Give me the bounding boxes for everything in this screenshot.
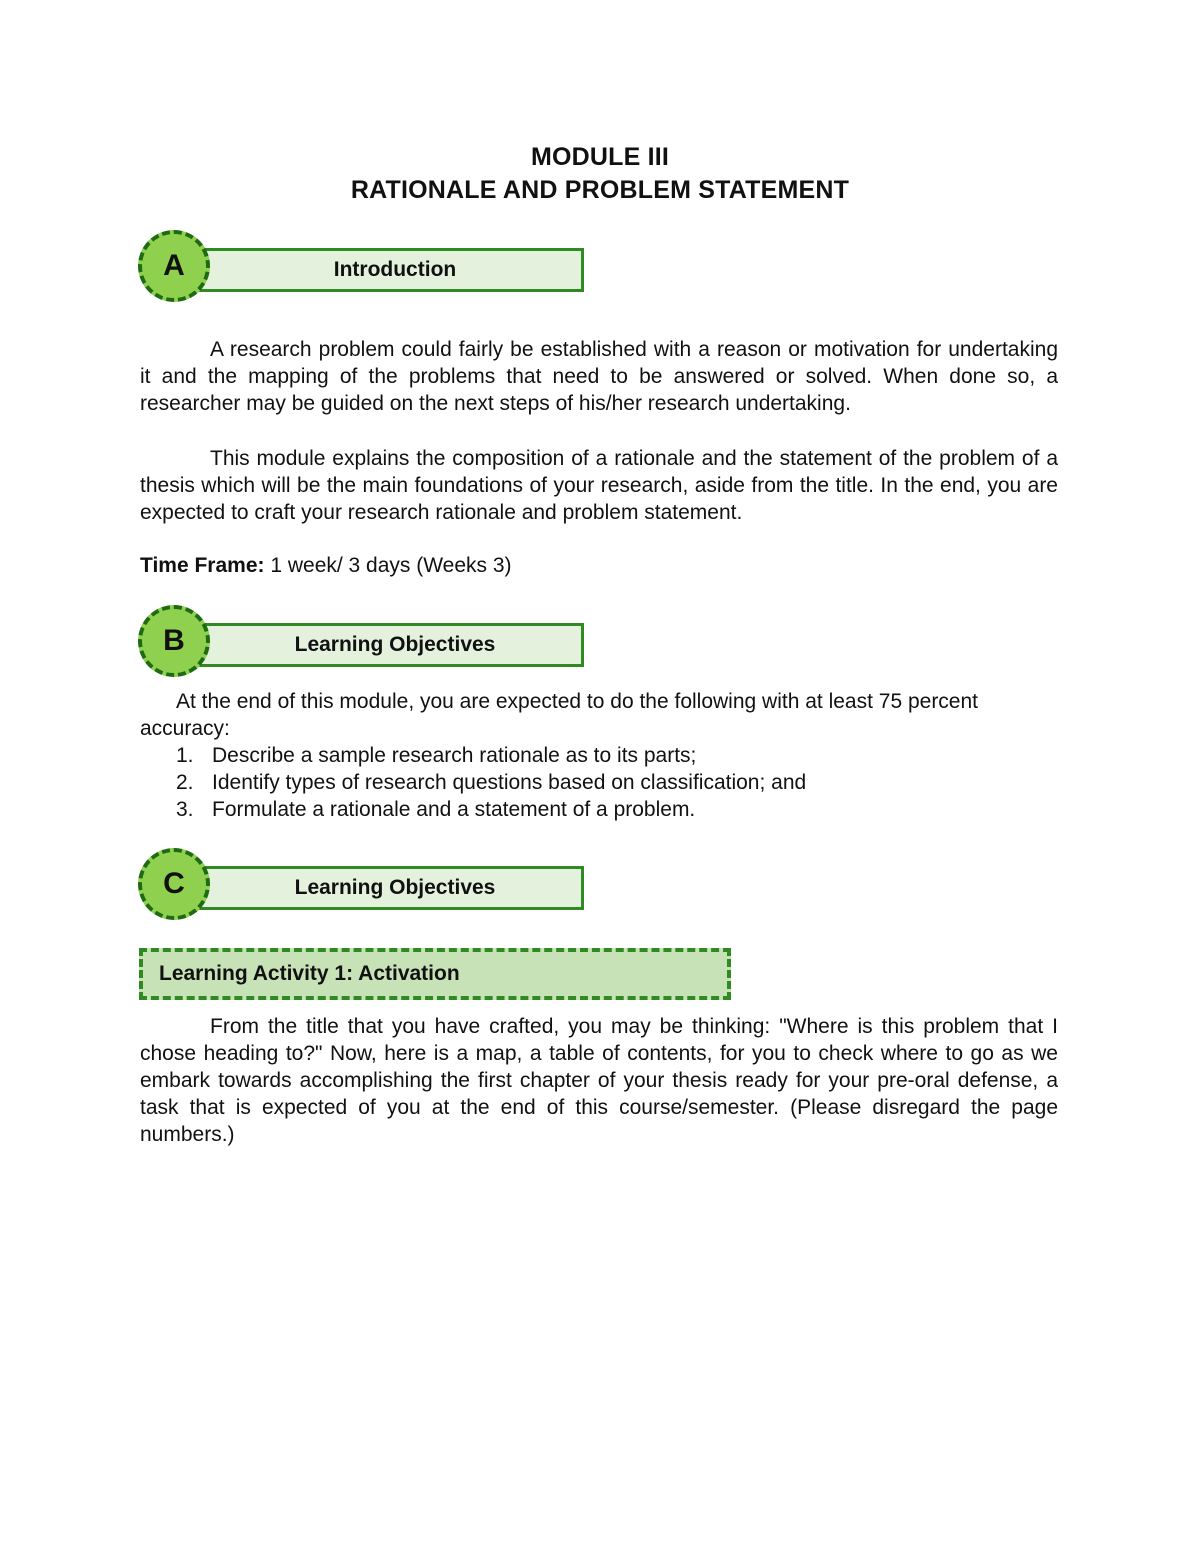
section-c-letter: C <box>163 867 185 900</box>
objectives-list <box>176 742 806 823</box>
module-number: MODULE III <box>530 143 670 171</box>
module-title: RATIONALE AND PROBLEM STATEMENT <box>350 176 850 204</box>
objective-item-1: 1. Describe a sample research rationale as to its parts; <box>176 744 697 767</box>
section-b-header <box>136 605 596 689</box>
activity-header <box>139 948 731 1000</box>
time-frame <box>140 554 512 578</box>
section-c-label: Learning Objectives <box>294 876 496 899</box>
section-b-letter: B <box>163 624 185 657</box>
section-c-bar <box>176 866 584 910</box>
section-c-header <box>136 848 596 932</box>
section-a-badge <box>138 230 210 302</box>
section-a-bar <box>176 248 584 292</box>
activity-paragraph: From the title that you have crafted, you may be thinking: "Where is this problem that I chose heading to?" Now, here is a map, a table of contents, for you to check where to go as we embark towards accomplishing the first chapter of your thesis ready for your pre-oral defense, a task that is expected of you at the end of this course/semester. (Please disregard the page numbers.) <box>140 1015 1058 1146</box>
time-frame-label: Time Frame: <box>140 554 265 577</box>
intro-paragraph-2: This module explains the composition of a rationale and the statement of the problem of a thesis which will be the main foundations of your research, aside from the title. In the end, you are expected to craft your research rationale and problem statement. <box>140 447 1058 524</box>
objective-item-2: 2. Identify types of research questions based on classification; and <box>176 771 807 794</box>
section-b-bar <box>176 623 584 667</box>
section-a-header <box>136 230 596 314</box>
section-b-label: Learning Objectives <box>294 633 496 656</box>
time-frame-value: 1 week/ 3 days (Weeks 3) <box>264 554 512 577</box>
activity-title: Learning Activity 1: Activation <box>159 962 460 985</box>
section-c-badge <box>138 848 210 920</box>
objective-item-3: 3. Formulate a rationale and a statement of a problem. <box>176 798 696 821</box>
section-b-badge <box>138 605 210 677</box>
intro-paragraph-1: A research problem could fairly be established with a reason or motivation for undertaking it and the mapping of the problems that need to be answered or solved. When done so, a researcher may be guided on the next steps of his/her research undertaking. <box>140 338 1058 415</box>
objectives-intro: At the end of this module, you are expected to do the following with at least 75 percent accuracy: <box>140 690 978 740</box>
section-a-label: Introduction <box>333 258 457 281</box>
section-a-letter: A <box>163 249 185 282</box>
